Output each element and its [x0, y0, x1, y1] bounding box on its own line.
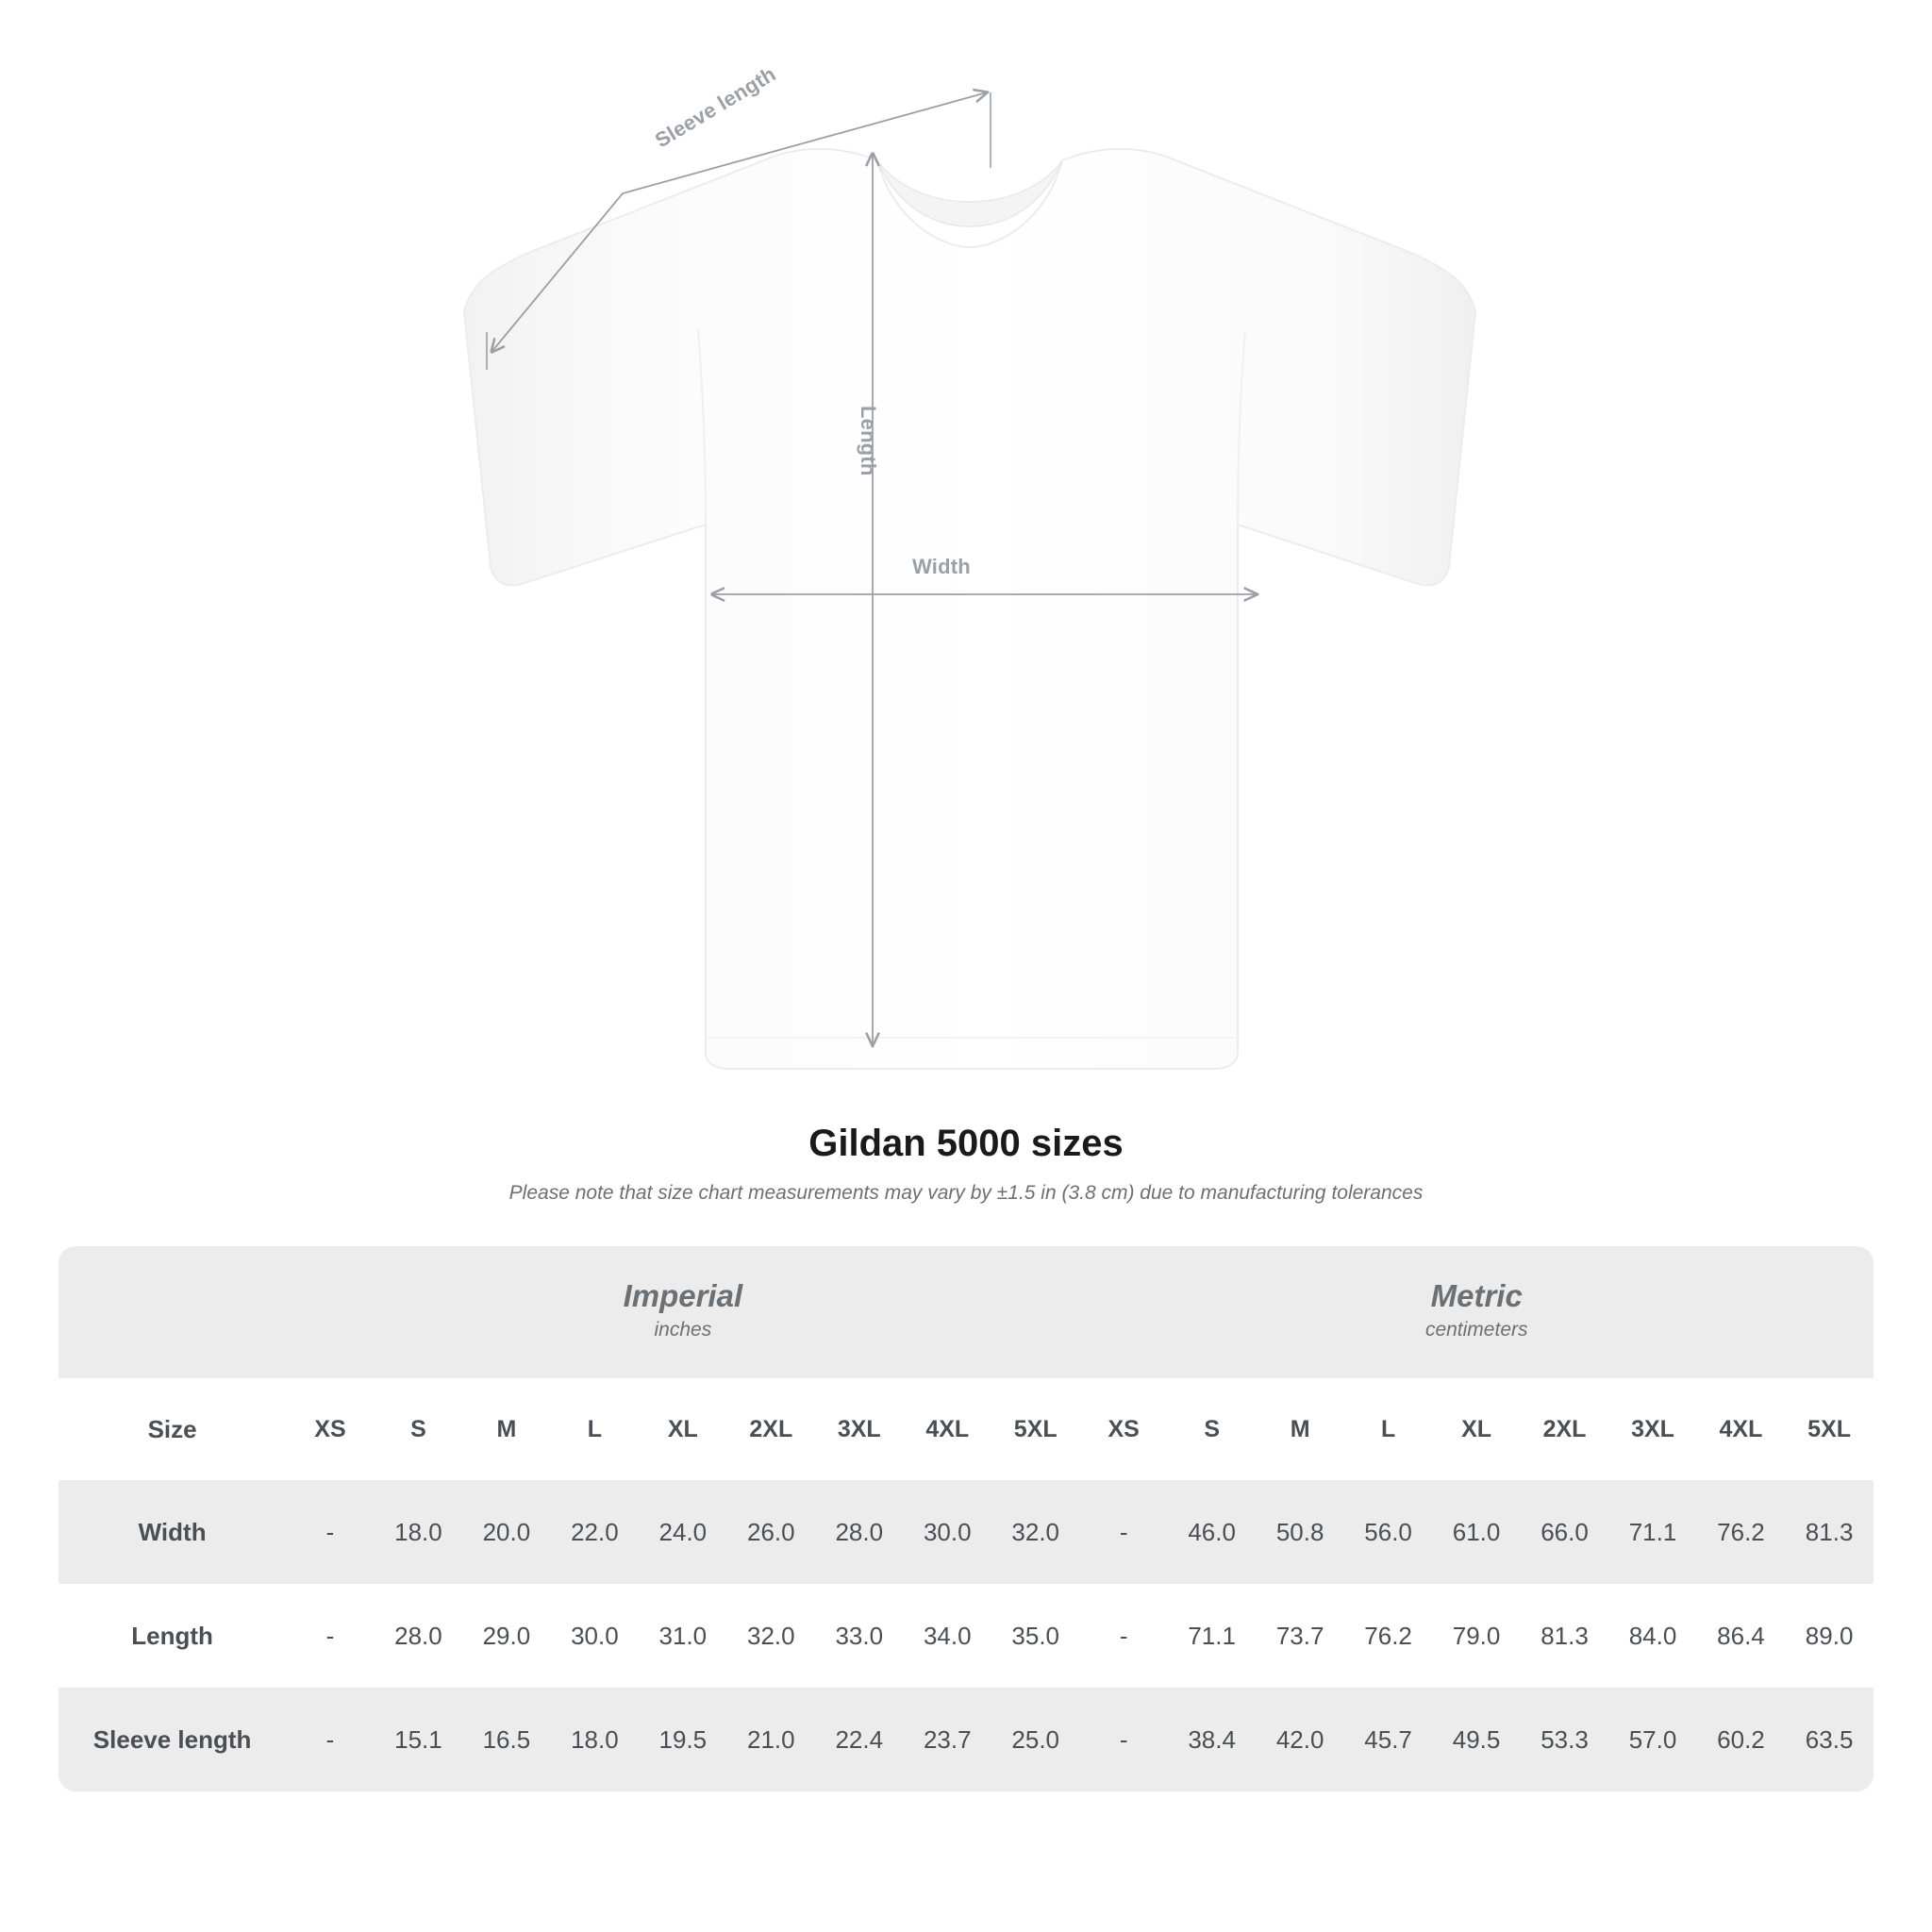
page-title: Gildan 5000 sizes — [808, 1123, 1124, 1164]
cell-length-imperial-xs: - — [286, 1584, 374, 1688]
cell-width-metric-5xl: 81.3 — [1785, 1480, 1874, 1584]
cell-length-metric-m: 73.7 — [1256, 1584, 1343, 1688]
cell-length-imperial-5xl: 35.0 — [991, 1584, 1079, 1688]
row-label-sleeve-length: Sleeve length — [58, 1688, 286, 1791]
cell-sleeve-imperial-2xl: 21.0 — [727, 1688, 815, 1791]
cell-width-metric-3xl: 71.1 — [1608, 1480, 1696, 1584]
unit-header-spacer — [58, 1246, 286, 1378]
tolerance-note: Please note that size chart measurements may vary by ±1.5 in (3.8 cm) due to manufacturing tolerances — [508, 1182, 1424, 1204]
cell-sleeve-imperial-5xl: 25.0 — [991, 1688, 1079, 1791]
cell-length-metric-xs: - — [1079, 1584, 1167, 1688]
cell-width-imperial-xs: - — [286, 1480, 374, 1584]
cell-sleeve-imperial-l: 18.0 — [551, 1688, 639, 1791]
cell-length-imperial-m: 29.0 — [462, 1584, 550, 1688]
cell-width-imperial-s: 18.0 — [375, 1480, 462, 1584]
unit-header-row — [58, 1246, 1874, 1378]
cell-width-metric-xl: 61.0 — [1432, 1480, 1520, 1584]
cell-width-imperial-5xl: 32.0 — [991, 1480, 1079, 1584]
size-header-imperial-xl: XL — [639, 1378, 726, 1480]
cell-sleeve-metric-l: 45.7 — [1344, 1688, 1432, 1791]
cell-sleeve-metric-4xl: 60.2 — [1697, 1688, 1785, 1791]
cell-length-imperial-4xl: 34.0 — [904, 1584, 991, 1688]
cell-width-imperial-4xl: 30.0 — [904, 1480, 991, 1584]
size-header-imperial-2xl: 2XL — [727, 1378, 815, 1480]
cell-width-metric-s: 46.0 — [1168, 1480, 1256, 1584]
table-row — [58, 1480, 1874, 1584]
cell-sleeve-imperial-3xl: 22.4 — [815, 1688, 903, 1791]
cell-sleeve-imperial-4xl: 23.7 — [904, 1688, 991, 1791]
size-header-metric-m: M — [1256, 1378, 1343, 1480]
cell-sleeve-imperial-xl: 19.5 — [639, 1688, 726, 1791]
unit-group-metric-name: Metric — [1430, 1278, 1523, 1314]
row-label-length: Length — [58, 1584, 286, 1688]
size-header-imperial-4xl: 4XL — [904, 1378, 991, 1480]
cell-sleeve-metric-3xl: 57.0 — [1608, 1688, 1696, 1791]
size-header-metric-xl: XL — [1432, 1378, 1520, 1480]
cell-width-imperial-m: 20.0 — [462, 1480, 550, 1584]
size-header-imperial-5xl: 5XL — [991, 1378, 1079, 1480]
length-label: Length — [857, 406, 880, 476]
cell-length-imperial-3xl: 33.0 — [815, 1584, 903, 1688]
cell-width-imperial-3xl: 28.0 — [815, 1480, 903, 1584]
cell-sleeve-imperial-xs: - — [286, 1688, 374, 1791]
size-header-row — [58, 1378, 1874, 1480]
cell-sleeve-imperial-m: 16.5 — [462, 1688, 550, 1791]
size-header-metric-3xl: 3XL — [1608, 1378, 1696, 1480]
cell-sleeve-metric-m: 42.0 — [1256, 1688, 1343, 1791]
cell-length-metric-4xl: 86.4 — [1697, 1584, 1785, 1688]
cell-width-metric-2xl: 66.0 — [1521, 1480, 1608, 1584]
cell-width-imperial-2xl: 26.0 — [727, 1480, 815, 1584]
cell-sleeve-metric-xs: - — [1079, 1688, 1167, 1791]
cell-length-imperial-l: 30.0 — [551, 1584, 639, 1688]
size-header-metric-5xl: 5XL — [1785, 1378, 1874, 1480]
cell-length-imperial-xl: 31.0 — [639, 1584, 726, 1688]
cell-width-metric-l: 56.0 — [1344, 1480, 1432, 1584]
cell-sleeve-metric-5xl: 63.5 — [1785, 1688, 1874, 1791]
size-header-metric-4xl: 4XL — [1697, 1378, 1785, 1480]
cell-length-metric-5xl: 89.0 — [1785, 1584, 1874, 1688]
cell-width-imperial-xl: 24.0 — [639, 1480, 726, 1584]
cell-length-metric-xl: 79.0 — [1432, 1584, 1520, 1688]
size-header-label: Size — [58, 1378, 286, 1480]
cell-length-metric-2xl: 81.3 — [1521, 1584, 1608, 1688]
cell-length-imperial-s: 28.0 — [375, 1584, 462, 1688]
cell-sleeve-metric-s: 38.4 — [1168, 1688, 1256, 1791]
cell-sleeve-metric-xl: 49.5 — [1432, 1688, 1520, 1791]
unit-group-imperial-sub: inches — [654, 1319, 712, 1341]
cell-length-metric-3xl: 84.0 — [1608, 1584, 1696, 1688]
unit-group-metric — [1079, 1246, 1874, 1378]
size-header-imperial-l: L — [551, 1378, 639, 1480]
unit-group-metric-sub: centimeters — [1424, 1319, 1528, 1341]
cell-length-metric-s: 71.1 — [1168, 1584, 1256, 1688]
size-header-imperial-m: M — [462, 1378, 550, 1480]
size-header-metric-l: L — [1344, 1378, 1432, 1480]
cell-width-metric-m: 50.8 — [1256, 1480, 1343, 1584]
row-label-width: Width — [58, 1480, 286, 1584]
size-header-metric-2xl: 2XL — [1521, 1378, 1608, 1480]
cell-length-imperial-2xl: 32.0 — [727, 1584, 815, 1688]
size-header-imperial-xs: XS — [286, 1378, 374, 1480]
tshirt-shape — [464, 149, 1475, 1069]
unit-group-imperial — [286, 1246, 1079, 1378]
cell-width-imperial-l: 22.0 — [551, 1480, 639, 1584]
table-row — [58, 1584, 1874, 1688]
cell-length-metric-l: 76.2 — [1344, 1584, 1432, 1688]
table-row — [58, 1688, 1874, 1791]
sleeve-length-label: Sleeve length — [651, 61, 780, 153]
size-header-imperial-s: S — [375, 1378, 462, 1480]
size-table-wrapper — [58, 1246, 1874, 1791]
cell-sleeve-metric-2xl: 53.3 — [1521, 1688, 1608, 1791]
unit-group-imperial-name: Imperial — [623, 1278, 743, 1314]
width-label: Width — [912, 555, 971, 578]
cell-width-metric-xs: - — [1079, 1480, 1167, 1584]
size-header-imperial-3xl: 3XL — [815, 1378, 903, 1480]
size-table — [58, 1246, 1874, 1791]
cell-width-metric-4xl: 76.2 — [1697, 1480, 1785, 1584]
size-header-metric-xs: XS — [1079, 1378, 1167, 1480]
cell-sleeve-imperial-s: 15.1 — [375, 1688, 462, 1791]
size-header-metric-s: S — [1168, 1378, 1256, 1480]
title-block — [0, 1123, 1932, 1205]
